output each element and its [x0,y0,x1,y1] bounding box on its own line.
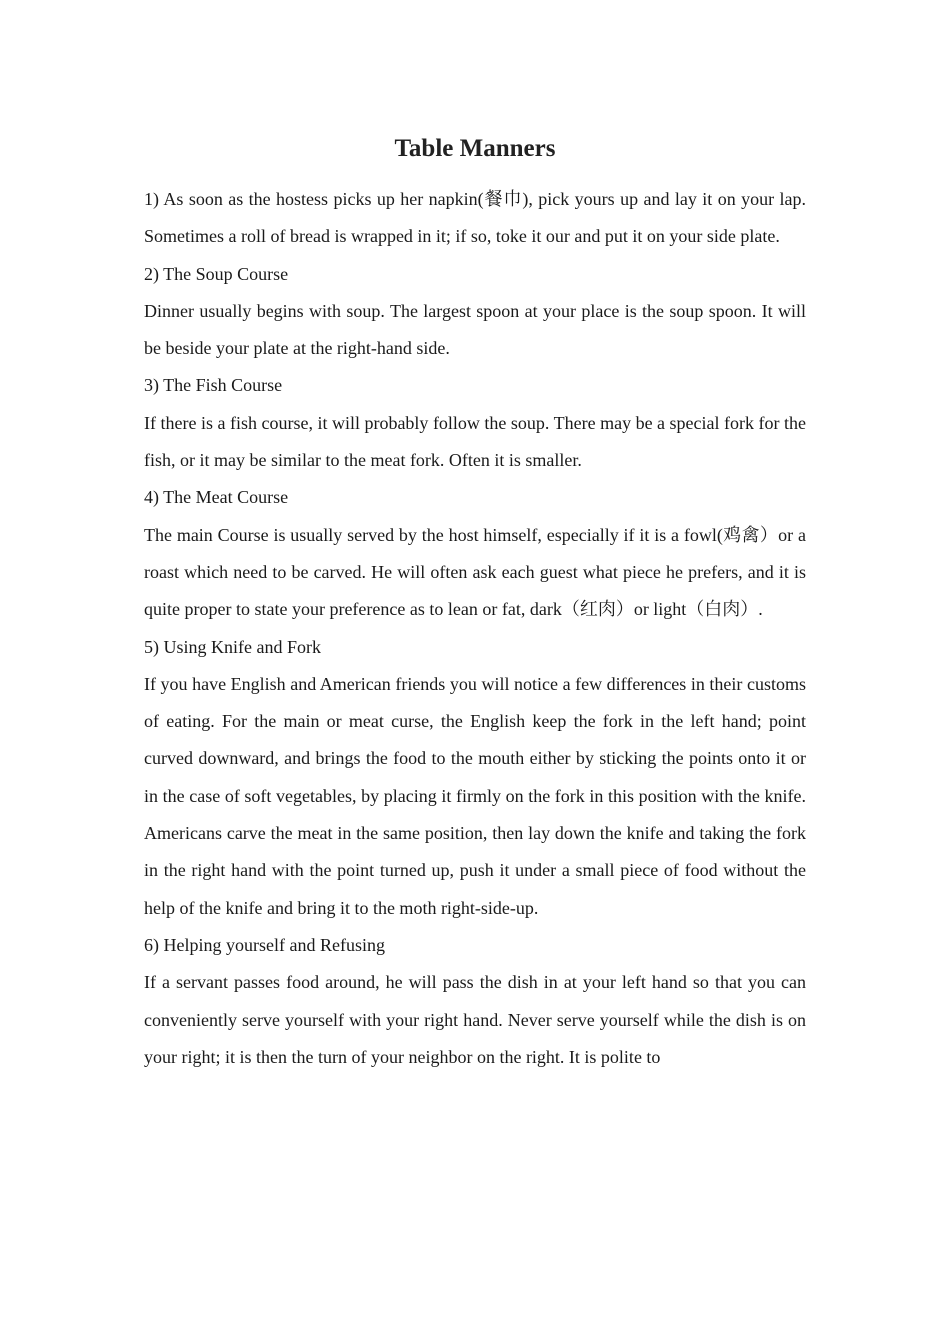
paragraph-knife-and-fork: If you have English and American friends you will notice a few differences in their customs of eating. For the main or meat curse, the English keep the fork in the left hand; point curved downward, and brings the food to the mouth either by sticking the points onto it or in the case of soft vegetables, by placing it firmly on the fork in this position with the knife. Americans carve the meat in the same position, then lay down the knife and taking the fork in the right hand with the point turned up, push it under a small piece of food without the help of the knife and bring it to the moth right-side-up. [144,673,806,918]
heading-helping-yourself: 6) Helping yourself and Refusing [144,934,385,955]
paragraph-napkin: 1) As soon as the hostess picks up her napkin(餐巾), pick yours up and lay it on your lap. Sometimes a roll of bread is wrapped in it; if so, toke it our and put it on your side plate. [144,189,806,247]
paragraph-meat-course: The main Course is usually served by the host himself, especially if it is a fowl(鸡禽）or a roast which need to be carved. He will often ask each guest what piece he prefers, and it is quite proper to state your preference as to lean or fat, dark（红肉）or light（白肉）. [144,524,806,620]
heading-soup-course: 2) The Soup Course [144,263,289,284]
heading-meat-course: 4) The Meat Course [144,487,289,508]
heading-fish-course: 3) The Fish Course [144,375,283,396]
document-page [144,128,806,1076]
paragraph-soup-course: Dinner usually begins with soup. The largest spoon at your place is the soup spoon. It will be beside your plate at the right-hand side. [144,300,806,359]
page-title: Table Manners [394,135,556,162]
document-body [144,181,806,1076]
heading-knife-and-fork: 5) Using Knife and Fork [144,636,321,657]
paragraph-helping-yourself: If a servant passes food around, he will pass the dish in at your left hand so that you can conveniently serve yourself with your right hand. Never serve yourself while the dish is on your right; it is then the turn of your neighbor on the right. It is polite to [144,972,806,1067]
paragraph-fish-course: If there is a fish course, it will probably follow the soup. There may be a special fork for the fish, or it may be similar to the meat fork. Often it is smaller. [144,412,806,471]
